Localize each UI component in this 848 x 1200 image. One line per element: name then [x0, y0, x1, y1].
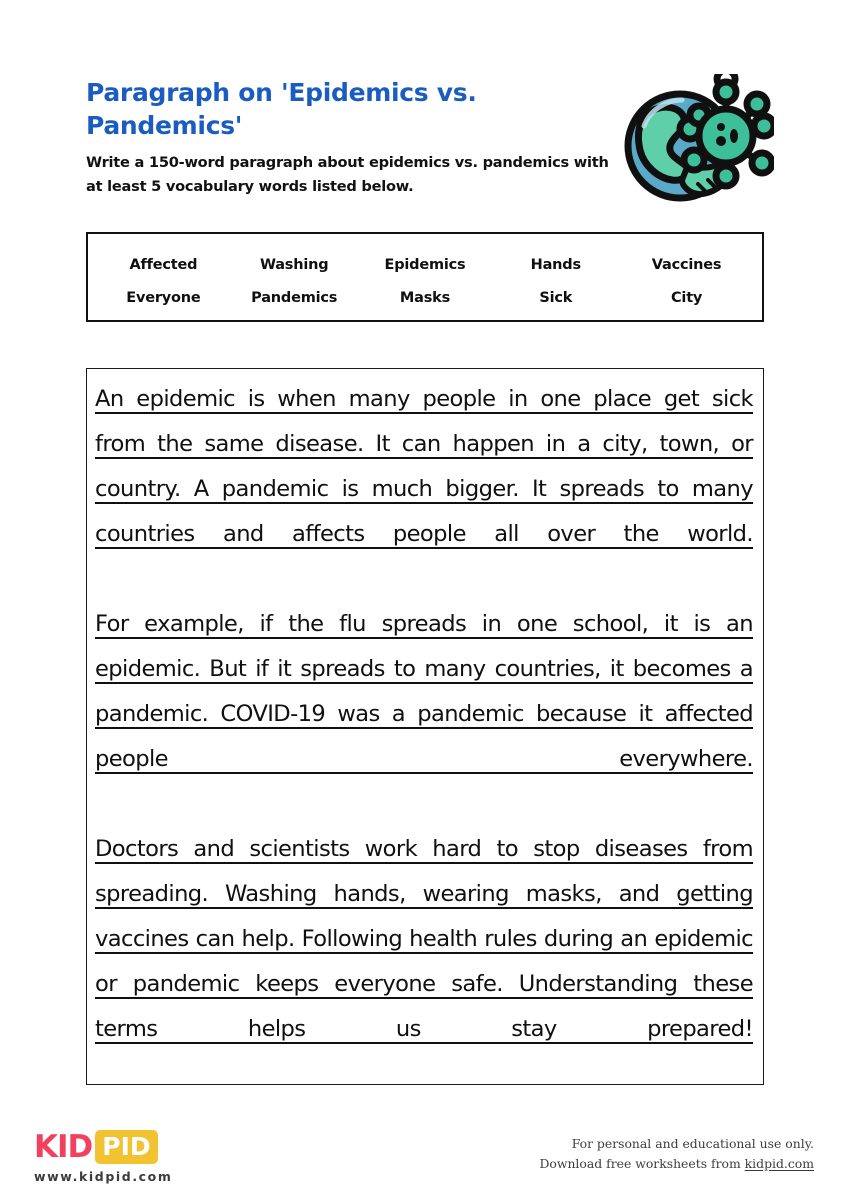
footer-note-prefix: Download free worksheets from — [539, 1155, 745, 1171]
footer-usage-note — [494, 1134, 814, 1173]
worksheet-header — [86, 76, 766, 216]
vocabulary-word: Pandemics — [251, 289, 338, 306]
answer-paragraph: An epidemic is when many people in one place get sick from the same disease. It can happen in a city, town, or country. A pandemic is much bigger. It spreads to many countries and affects people all over the world. — [95, 386, 753, 547]
vocabulary-word: Sick — [539, 289, 573, 306]
word-bank-box — [86, 232, 764, 322]
word-bank-row — [98, 248, 752, 281]
logo-kid-text: KID — [34, 1128, 93, 1165]
vocabulary-word: Masks — [399, 289, 451, 306]
answer-paragraph: Doctors and scientists work hard to stop diseases from spreading. Washing hands, wearing masks, and getting vaccines can help. Following health rules during an epidemic or pandemic keeps everyone safe. Understanding these terms helps us stay prepared! — [95, 836, 753, 1042]
instructions-text: Write a 150-word paragraph about epidemics vs. pandemics with at least 5 vocabulary words listed below. — [86, 154, 609, 195]
word-bank-row — [98, 281, 752, 314]
kidpid-logo — [34, 1130, 264, 1192]
vocabulary-word: Hands — [530, 256, 581, 273]
kidpid-link[interactable]: kidpid.com — [744, 1155, 814, 1171]
page-title: Paragraph on 'Epidemics vs. Pandemics' — [86, 78, 477, 140]
vocabulary-word: Vaccines — [651, 256, 722, 273]
vocabulary-word: City — [670, 289, 703, 306]
answer-area[interactable] — [86, 368, 764, 1085]
header-text-block — [86, 76, 626, 198]
vocabulary-word: Affected — [129, 256, 198, 273]
vocabulary-word: Epidemics — [384, 256, 466, 273]
logo-website-url: www.kidpid.com — [34, 1169, 173, 1184]
globe-virus-icon — [614, 74, 774, 214]
footer-note-line-2 — [494, 1154, 814, 1174]
answer-paragraph: For example, if the flu spreads in one school, it is an epidemic. But if it spreads to many countries, it becomes a pandemic. COVID-19 was a pandemic because it affected people everywhere. — [95, 611, 753, 772]
page-footer — [0, 1108, 848, 1200]
logo-pid-badge: PID — [95, 1130, 157, 1164]
vocabulary-word: Everyone — [126, 289, 201, 306]
footer-note-line-1: For personal and educational use only. — [571, 1136, 814, 1151]
vocabulary-word: Washing — [259, 256, 329, 273]
logo-mark — [34, 1130, 264, 1164]
